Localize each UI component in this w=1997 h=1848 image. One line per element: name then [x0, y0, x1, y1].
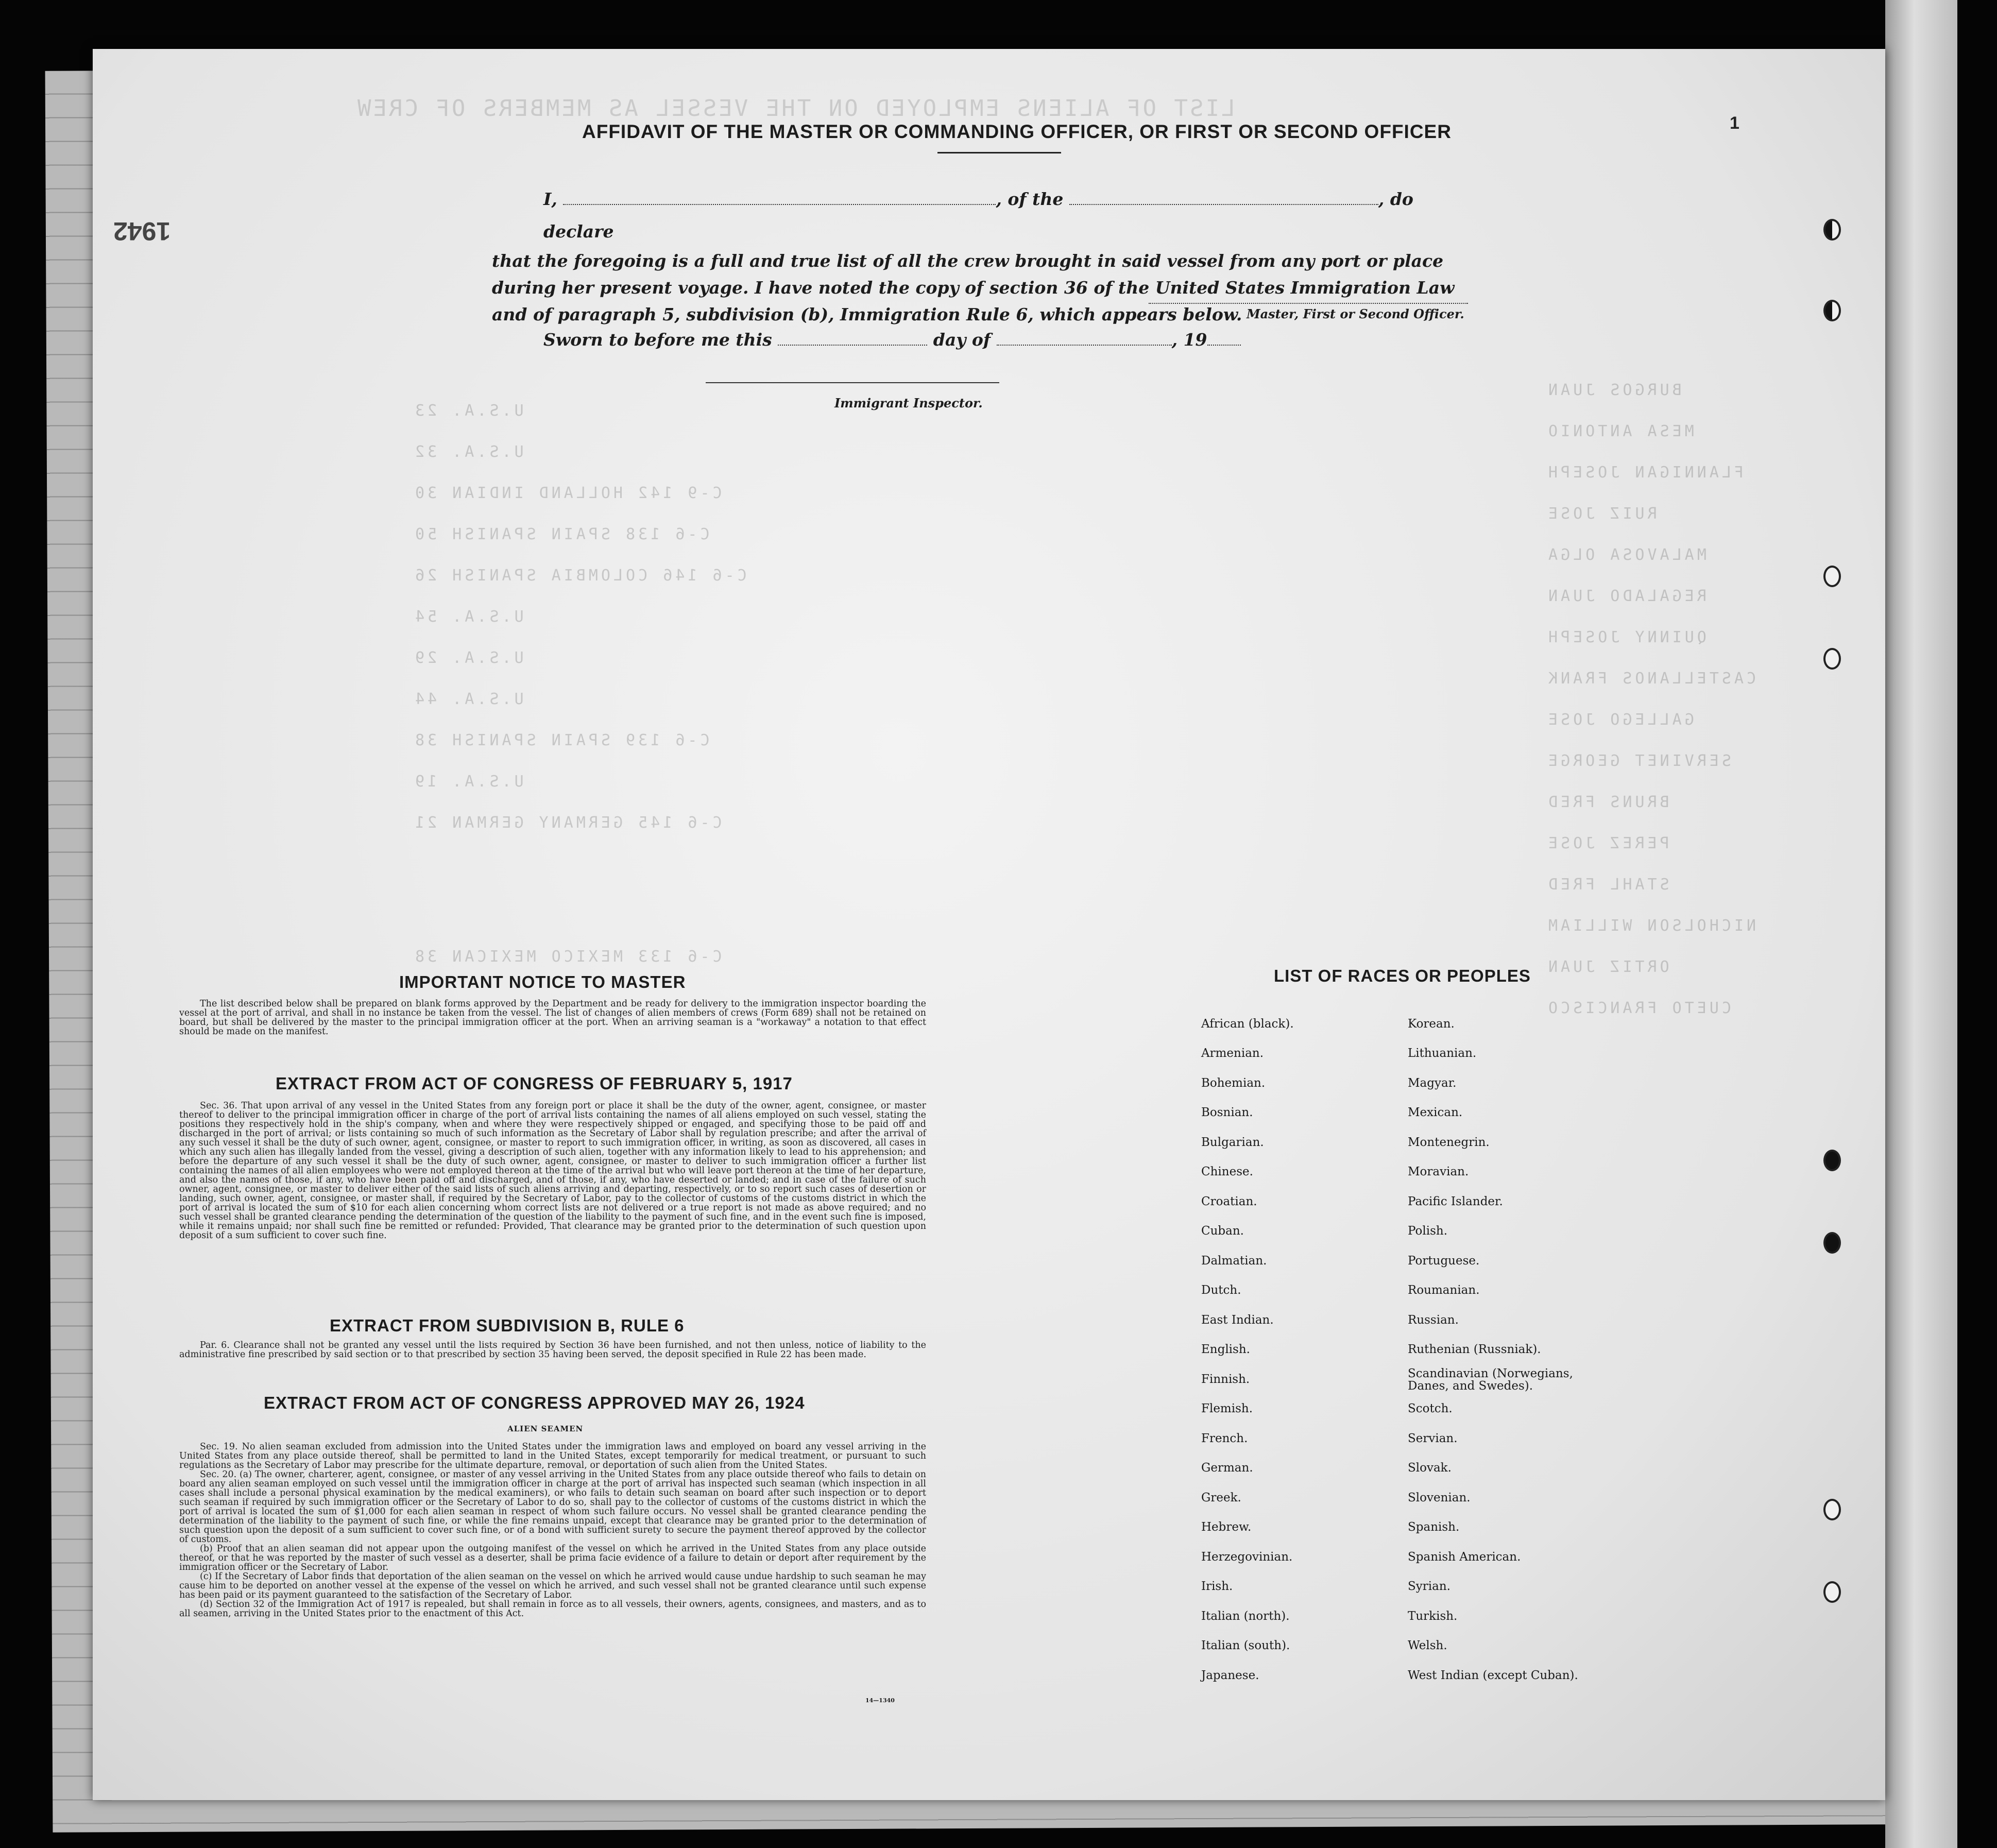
bleed-through-text: BRUNS FRED — [1545, 793, 1669, 811]
race-item: Servian. — [1408, 1432, 1458, 1445]
race-item: Polish. — [1408, 1224, 1448, 1238]
year-label: , 19 — [1171, 330, 1207, 350]
race-item: English. — [1201, 1343, 1250, 1356]
extract-1924-paragraph: Sec. 20. (a) The owner, charterer, agent, consignee, or master of any vessel arriving in the United States from any place outside thereof who fails to detain on board any alien seaman employed on such vessel until the immigration officer in charge at the port of arrival has inspected such seaman (which inspection in all cases shall include a personal physical examination by the medical examiners), or who fails to detain such seaman on board after such inspection or to deport such seaman if required by such immigration officer or the Secretary of Labor to do so, shall pay to the collector of customs of the customs district in which the port of arrival is located the sum of $1,000 for each alien seaman in respect of whom such failure occurs. No vessel shall be granted clearance pending the determination of the liability to the payment of such fine, or while the fine remains unpaid, except that clearance may be granted prior to the determination of such question upon the deposit of a sum sufficient to cover such fine, or of a bond with sufficient surety to secure the payment thereof approved by the collector of customs. — [179, 1469, 926, 1545]
race-item: Slovak. — [1408, 1461, 1452, 1475]
race-item: Moravian. — [1408, 1165, 1469, 1178]
bleed-through-text: BURGOS JUAN — [1545, 381, 1682, 399]
binder-hole — [1823, 1499, 1841, 1520]
race-item: Finnish. — [1201, 1373, 1250, 1386]
extract-1917-title: EXTRACT FROM ACT OF CONGRESS OF FEBRUARY 5, 1917 — [276, 1074, 793, 1093]
sworn-line — [543, 330, 1241, 350]
i-label: I, — [543, 189, 557, 209]
race-item: Scotch. — [1408, 1402, 1453, 1415]
bleed-through-text: C-9 142 HOLLAND INDIAN 30 — [412, 484, 722, 502]
day-of-label: day of — [933, 330, 991, 350]
extract-1924-paragraph: Sec. 19. No alien seaman excluded from admission into the United States under the immigration laws and employed on board any vessel arriving in the United States from any place outside thereof, shall be permitted to land in the United States, except temporarily for medical treatment, or pursuant to such regulations as the Secretary of Labor may prescribe for the ultimate departure, removal, or deportation of such alien from the United States. — [179, 1442, 926, 1470]
inspector-signature-line[interactable] — [706, 382, 999, 383]
extract-1924-paragraph: (d) Section 32 of the Immigration Act of 1917 is repealed, but shall remain in force as to all vessels, their owners, agents, consignees, and masters, and as to all seamen, arriving in the United States prior to the enactment of this Act. — [179, 1599, 926, 1619]
bleed-through-text: U.S.A. 54 — [412, 608, 524, 626]
binder-hole — [1823, 1232, 1841, 1254]
bleed-through-text: RUIZ JOSE — [1545, 505, 1657, 523]
race-item: Spanish American. — [1408, 1550, 1521, 1564]
extract-1917-body — [179, 1101, 926, 1240]
race-item: East Indian. — [1201, 1313, 1274, 1327]
race-item: Herzegovinian. — [1201, 1550, 1293, 1564]
race-item: Slovenian. — [1408, 1491, 1471, 1504]
bleed-through-text: REGALADO JUAN — [1545, 587, 1706, 605]
binder-hole — [1823, 1150, 1841, 1171]
inspector-label: Immigrant Inspector. — [834, 396, 983, 410]
bleed-through-text: SERVINET GEORGE — [1545, 752, 1731, 770]
race-item: Pacific Islander. — [1408, 1195, 1503, 1208]
race-item: Syrian. — [1408, 1580, 1450, 1593]
margin-stamp-number: 1942 — [113, 217, 171, 246]
race-item: Montenegrin. — [1408, 1136, 1490, 1149]
bleed-through-text: CASTELLANOS FRANK — [1545, 670, 1756, 688]
extract-1924-paragraph: (c) If the Secretary of Labor finds that deportation of the alien seaman on the vessel on which he arrived would cause undue hardship to such seaman he may cause him to be deported on another vessel at the expense of the vessel on which he arrived, and such vessel shall not be granted clearance until such expense has been paid or its payment guaranteed to the satisfaction of the Secretary of Labor. — [179, 1571, 926, 1600]
race-item: Mexican. — [1408, 1106, 1463, 1119]
race-item: Portuguese. — [1408, 1254, 1480, 1268]
bleed-through-text: U.S.A. 29 — [412, 649, 524, 667]
binder-hole — [1823, 1581, 1841, 1603]
bleed-through-text: CUETO FRANCISCO — [1545, 999, 1731, 1017]
binder-hole — [1823, 648, 1841, 670]
race-item: Ruthenian (Russniak). — [1408, 1343, 1541, 1356]
bleed-through-text: C-6 146 COLOMBIA SPANISH 26 — [412, 567, 747, 585]
bleed-through-text: ORTIZ JUAN — [1545, 958, 1669, 976]
race-item: Welsh. — [1408, 1639, 1447, 1652]
race-item: Bosnian. — [1201, 1106, 1253, 1119]
race-item: Chinese. — [1201, 1165, 1253, 1178]
race-item: Bohemian. — [1201, 1076, 1266, 1090]
bleed-through-text: PEREZ JOSE — [1545, 834, 1669, 852]
race-item: Cuban. — [1201, 1224, 1244, 1238]
race-item: African (black). — [1201, 1017, 1294, 1031]
extract-rule6-title: EXTRACT FROM SUBDIVISION B, RULE 6 — [330, 1316, 685, 1335]
name-blank-field[interactable] — [563, 191, 996, 205]
extract-1917-paragraph: Sec. 36. That upon arrival of any vessel in the United States from any foreign port or place it shall be the duty of the owner, agent, consignee, or master thereof to deliver to the principal immigration officer in charge of the port of arrival lists containing the names of all aliens employed on such vessel, stating the positions they respectively hold in the ship's company, when and where they were respectively shipped or engaged, and specifying those to be paid off and discharged in the port of arrival; or lists containing so much of such information as the Secretary of Labor shall by regulation prescribe; and after the arrival of any such vessel it shall be the duty of such owner, agent, consignee, or master to report to such immigration officer, in writing, as soon as discovered, all cases in which any such alien has illegally landed from the vessel, giving a description of such alien, together with any information likely to lead to his apprehension; and before the departure of any such vessel it shall be the duty of such owner, agent, consignee, or master to deliver to such immigration officer a further list containing the names of all alien employees who were not employed thereon at the time of the arrival but who will leave port thereon at the time of her departure, and also the names of those, if any, who have been paid off and discharged, and of those, if any, who have deserted or landed; and in case of the failure of such owner, agent, consignee, or master to deliver either of the said lists of such aliens arriving and departing, respectively, or to so report such cases of desertion or landing, such owner, agent, consignee, or master shall, if required by the Secretary of Labor, pay to the collector of customs of the customs district in which the port of arrival is located the sum of $10 for each alien concerning whom correct lists are not delivered or a true report is not made as above required; and no such vessel shall be granted clearance pending the determination of the question of the liability to the payment of such fine, and in the event such fine is imposed, while it remains unpaid; nor shall such fine be remitted or refunded: Provided, That clearance may be granted prior to the determination of such question upon deposit of a sum sufficient to cover such fine. — [179, 1101, 926, 1241]
bleed-through-text: U.S.A. 32 — [412, 443, 524, 461]
race-item: Bulgarian. — [1201, 1136, 1264, 1149]
extract-1924-title: EXTRACT FROM ACT OF CONGRESS APPROVED MAY 26, 1924 — [264, 1393, 805, 1412]
affidavit-title: AFFIDAVIT OF THE MASTER OR COMMANDING OFFICER, OR FIRST OR SECOND OFFICER — [582, 121, 1452, 142]
race-item: Hebrew. — [1201, 1520, 1252, 1534]
bleed-through-text: C-6 133 MEXICO MEXICAN 38 — [412, 948, 722, 966]
race-item: Dalmatian. — [1201, 1254, 1267, 1268]
race-item: Scandinavian (Norwegians, Danes, and Swedes). — [1408, 1367, 1573, 1393]
race-item: Italian (south). — [1201, 1639, 1290, 1652]
bleed-through-text: C-6 145 GERMANY GERMAN 21 — [412, 814, 722, 832]
officer-signature-line[interactable] — [1149, 303, 1468, 304]
extract-1924-paragraph: (b) Proof that an alien seaman did not appear upon the outgoing manifest of the vessel on which he arrived in the United States from any place outside thereof, or that he was reported by the master of such vessel as a deserter, shall be prima facie evidence of a failure to detain or deport after requirement by the immigration officer or the Secretary of Labor. — [179, 1544, 926, 1572]
alien-seamen-subtitle: ALIEN SEAMEN — [507, 1424, 584, 1433]
bleed-through-text: FLANNIGAN JOSEPH — [1545, 464, 1744, 482]
sworn-day-field[interactable] — [778, 331, 927, 346]
extract-rule6-body — [179, 1341, 926, 1359]
bleed-through-header: LIST OF ALIENS EMPLOYED ON THE VESSEL AS MEMBERS OF CREW — [355, 95, 1235, 122]
officer-signature-label: Master, First or Second Officer. — [1247, 306, 1464, 321]
notice-body — [179, 999, 926, 1036]
extract-1924-body — [179, 1442, 926, 1618]
race-item: Dutch. — [1201, 1284, 1241, 1297]
race-item: Armenian. — [1201, 1047, 1264, 1060]
race-item: Roumanian. — [1408, 1284, 1480, 1297]
binder-hole — [1823, 219, 1841, 241]
race-item: Irish. — [1201, 1580, 1233, 1593]
race-item: Flemish. — [1201, 1402, 1253, 1415]
bleed-through-text: NICHOLSON WILLIAM — [1545, 917, 1756, 935]
bleed-through-text: C-6 138 SPAIN SPANISH 50 — [412, 525, 710, 543]
binder-hole — [1823, 566, 1841, 587]
race-item: French. — [1201, 1432, 1248, 1445]
race-item: Japanese. — [1201, 1669, 1259, 1682]
bleed-through-text: GALLEGO JOSE — [1545, 711, 1694, 729]
notice-title: IMPORTANT NOTICE TO MASTER — [399, 972, 686, 991]
race-item: German. — [1201, 1461, 1253, 1475]
extract-rule6-paragraph: Par. 6. Clearance shall not be granted any vessel until the lists required by Section 36 have been furnished, and not then unless, notice of liability to the administrative fine prescribed by said section or to that prescribed by section 35 having been served, the deposit specified in Rule 22 has been made. — [179, 1340, 926, 1360]
bleed-through-text: U.S.A. 19 — [412, 773, 524, 791]
race-item: Korean. — [1408, 1017, 1455, 1031]
bleed-through-text: MALAVOSA OLGA — [1545, 546, 1706, 564]
notice-paragraph: The list described below shall be prepared on blank forms approved by the Department and be ready for delivery to the immigration inspector boarding the vessel at the port of arrival, and shall in no instance be taken from the vessel. The list of changes of alien members of crews (Form 689) shall not be retained on board, but shall be delivered by the master to the principal immigration officer at the port. When an arriving seaman is a "workaway" a notation to that effect should be made on the manifest. — [179, 999, 926, 1037]
race-item: Italian (north). — [1201, 1610, 1290, 1623]
bleed-through-text: U.S.A. 23 — [412, 402, 524, 420]
bleed-through-text: QUINNY JOSEPH — [1545, 628, 1706, 646]
sworn-month-field[interactable] — [997, 331, 1172, 346]
bleed-through-text: U.S.A. 44 — [412, 690, 524, 708]
corner-mark: 1 — [1730, 113, 1739, 133]
vessel-blank-field[interactable] — [1069, 191, 1378, 205]
binder-edge — [1885, 0, 1957, 1848]
race-item: Russian. — [1408, 1313, 1459, 1327]
races-list-title: LIST OF RACES OR PEOPLES — [1274, 966, 1531, 985]
bleed-through-text: STAHL FRED — [1545, 876, 1669, 894]
form-number: 14—1340 — [865, 1697, 895, 1704]
of-the-label: , of the — [996, 189, 1064, 209]
sworn-year-field[interactable] — [1207, 331, 1241, 346]
binder-hole — [1823, 300, 1841, 321]
bleed-through-text: MESA ANTONIO — [1545, 422, 1694, 440]
race-item: Spanish. — [1408, 1520, 1460, 1534]
race-item: Turkish. — [1408, 1610, 1458, 1623]
race-item: West Indian (except Cuban). — [1408, 1669, 1578, 1682]
affidavit-body: that the foregoing is a full and true list of all the crew brought in said vessel from any port or place during her present voyage. I have noted the copy of section 36 of the United States Immigration Law and of paragraph 5, subdivision (b), Immigration Rule 6, which appears below. — [492, 251, 1455, 324]
race-item: Lithuanian. — [1408, 1047, 1477, 1060]
race-item: Greek. — [1201, 1491, 1241, 1504]
sworn-label: Sworn to before me this — [543, 330, 772, 350]
race-item: Magyar. — [1408, 1076, 1457, 1090]
title-underline — [937, 152, 1061, 153]
declare-label: , do declare — [543, 189, 1413, 242]
bleed-through-text: C-6 139 SPAIN SPANISH 38 — [412, 731, 710, 749]
race-item: Croatian. — [1201, 1195, 1257, 1208]
declaration-line — [543, 183, 1486, 248]
